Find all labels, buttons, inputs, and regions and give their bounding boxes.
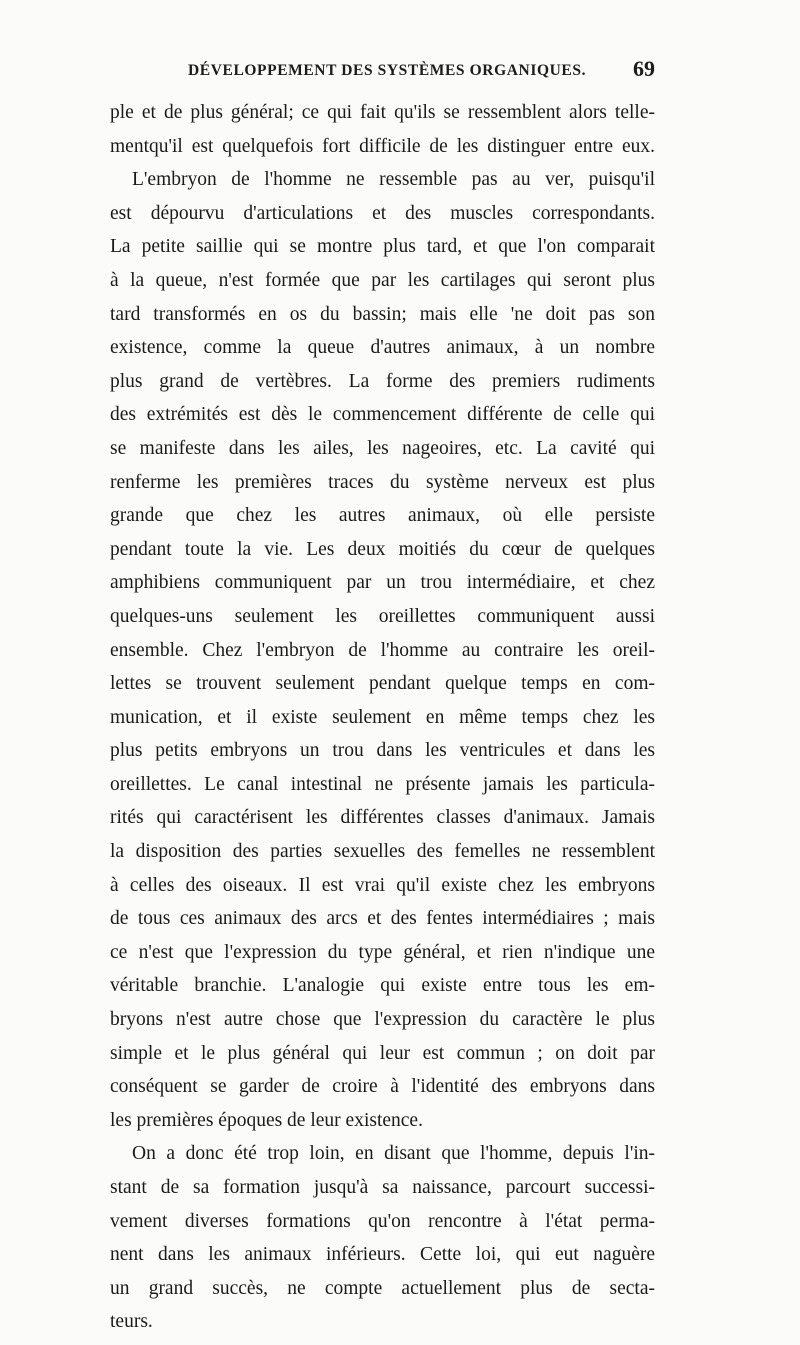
- text-line: tard transformés en os du bassin; mais elle 'ne doit pas son: [110, 303, 655, 325]
- text-line: ple et de plus général; ce qui fait qu'ils se ressemblent alors telle-: [110, 102, 655, 123]
- page-number: 69: [633, 56, 655, 81]
- text-line: plus grand de vertèbres. La forme des premiers rudiments: [110, 370, 655, 392]
- text-line: plus petits embryons un trou dans les ventricules et dans les: [110, 740, 655, 762]
- text-line: la disposition des parties sexuelles des femelles ne ressemblent: [110, 841, 655, 863]
- running-title: DÉVELOPPEMENT DES SYSTÈMES ORGANIQUES.: [188, 62, 587, 79]
- text-line: nent dans les animaux inférieurs. Cette loi, qui eut naguère: [110, 1244, 655, 1266]
- text-line: se manifeste dans les ailes, les nageoires, etc. La cavité qui: [110, 437, 655, 459]
- text-line: bryons n'est autre chose que l'expression du caractère le plus: [110, 1009, 655, 1031]
- text-line: de tous ces animaux des arcs et des fentes intermédiaires ; mais: [110, 908, 655, 930]
- text-line: teurs.: [110, 1311, 153, 1333]
- text-line: La petite saillie qui se montre plus tard, et que l'on comparait: [110, 236, 655, 258]
- text-line: grande que chez les autres animaux, où elle persiste: [110, 505, 655, 527]
- text-line: est dépourvu d'articulations et des muscles correspondants.: [110, 202, 655, 224]
- text-line: quelques-uns seulement les oreillettes communiquent aussi: [110, 605, 655, 627]
- text-line: munication, et il existe seulement en même temps chez les: [110, 706, 655, 728]
- text-line: renferme les premières traces du système nerveux est plus: [110, 471, 655, 493]
- text-line: oreillettes. Le canal intestinal ne présente jamais les particula-: [110, 773, 655, 795]
- text-line: lettes se trouvent seulement pendant quelque temps en com-: [110, 673, 655, 695]
- text-line: pendant toute la vie. Les deux moitiés du cœur de quelques: [110, 538, 655, 560]
- text-line: véritable branchie. L'analogie qui existe entre tous les em-: [110, 975, 655, 997]
- text-line: mentqu'il est quelquefois fort difficile de les distinguer entre eux.: [110, 135, 655, 157]
- text-line: L'embryon de l'homme ne ressemble pas au ver, puisqu'il: [132, 169, 655, 191]
- body-text: [110, 96, 655, 1339]
- text-line: ensemble. Chez l'embryon de l'homme au contraire les oreil-: [110, 639, 655, 661]
- text-line: ce n'est que l'expression du type général, et rien n'indique une: [110, 941, 655, 963]
- text-line: les premières époques de leur existence.: [110, 1109, 423, 1131]
- text-line: existence, comme la queue d'autres animaux, à un nombre: [110, 337, 655, 359]
- text-line: vement diverses formations qu'on rencontre à l'état perma-: [110, 1210, 655, 1232]
- text-line: conséquent se garder de croire à l'identité des embryons dans: [110, 1076, 655, 1098]
- page-header: [110, 56, 655, 90]
- text-line: stant de sa formation jusqu'à sa naissance, parcourt successi-: [110, 1177, 655, 1198]
- text-line: à la queue, n'est formée que par les cartilages qui seront plus: [110, 269, 655, 291]
- text-line: On a donc été trop loin, en disant que l'homme, depuis l'in-: [132, 1143, 655, 1165]
- text-line: un grand succès, ne compte actuellement plus de secta-: [110, 1277, 655, 1299]
- text-line: rités qui caractérisent les différentes classes d'animaux. Jamais: [110, 807, 655, 829]
- text-line: à celles des oiseaux. Il est vrai qu'il existe chez les embryons: [110, 874, 655, 896]
- text-line: simple et le plus général qui leur est commun ; on doit par: [110, 1042, 655, 1064]
- text-line: amphibiens communiquent par un trou intermédiaire, et chez: [110, 572, 655, 594]
- text-line: des extrémités est dès le commencement différente de celle qui: [110, 404, 655, 426]
